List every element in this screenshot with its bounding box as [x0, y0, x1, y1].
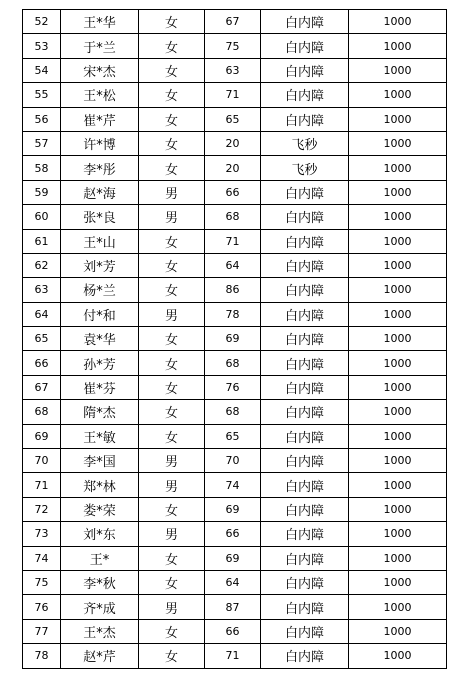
cell-diagnosis: 白内障 [261, 546, 349, 570]
cell-amount: 1000 [349, 570, 447, 594]
table-row [23, 497, 447, 521]
table-row [23, 522, 447, 546]
cell-number: 77 [23, 619, 61, 643]
cell-diagnosis: 白内障 [261, 644, 349, 668]
cell-age: 63 [205, 58, 261, 82]
cell-number: 75 [23, 570, 61, 594]
cell-sex: 女 [139, 570, 205, 594]
table-row [23, 58, 447, 82]
cell-number: 66 [23, 351, 61, 375]
cell-sex: 男 [139, 205, 205, 229]
cell-age: 20 [205, 156, 261, 180]
cell-age: 69 [205, 497, 261, 521]
cell-diagnosis: 白内障 [261, 375, 349, 399]
table-row [23, 546, 447, 570]
cell-age: 20 [205, 131, 261, 155]
table-row [23, 473, 447, 497]
cell-amount: 1000 [349, 449, 447, 473]
cell-diagnosis: 白内障 [261, 327, 349, 351]
cell-name: 王*华 [61, 10, 139, 34]
cell-name: 刘*芳 [61, 253, 139, 277]
cell-diagnosis: 白内障 [261, 229, 349, 253]
cell-age: 86 [205, 278, 261, 302]
data-sheet [22, 9, 447, 669]
table-row [23, 131, 447, 155]
table-row [23, 424, 447, 448]
cell-amount: 1000 [349, 473, 447, 497]
cell-sex: 男 [139, 522, 205, 546]
cell-amount: 1000 [349, 595, 447, 619]
cell-amount: 1000 [349, 522, 447, 546]
cell-age: 71 [205, 229, 261, 253]
cell-age: 70 [205, 449, 261, 473]
cell-amount: 1000 [349, 619, 447, 643]
cell-name: 袁*华 [61, 327, 139, 351]
cell-name: 娄*荣 [61, 497, 139, 521]
cell-age: 66 [205, 619, 261, 643]
table-row [23, 327, 447, 351]
cell-name: 张*良 [61, 205, 139, 229]
table-row [23, 180, 447, 204]
cell-number: 56 [23, 107, 61, 131]
table-row [23, 351, 447, 375]
cell-number: 78 [23, 644, 61, 668]
cell-name: 李*秋 [61, 570, 139, 594]
cell-name: 隋*杰 [61, 400, 139, 424]
cell-name: 杨*兰 [61, 278, 139, 302]
cell-amount: 1000 [349, 180, 447, 204]
cell-name: 李*彤 [61, 156, 139, 180]
cell-name: 李*国 [61, 449, 139, 473]
cell-amount: 1000 [349, 400, 447, 424]
cell-diagnosis: 白内障 [261, 595, 349, 619]
cell-number: 67 [23, 375, 61, 399]
cell-amount: 1000 [349, 278, 447, 302]
cell-number: 55 [23, 83, 61, 107]
cell-sex: 女 [139, 424, 205, 448]
cell-name: 郑*林 [61, 473, 139, 497]
table-row [23, 229, 447, 253]
cell-diagnosis: 白内障 [261, 619, 349, 643]
cell-sex: 男 [139, 449, 205, 473]
cell-number: 74 [23, 546, 61, 570]
cell-sex: 女 [139, 156, 205, 180]
cell-number: 62 [23, 253, 61, 277]
cell-diagnosis: 白内障 [261, 180, 349, 204]
cell-number: 61 [23, 229, 61, 253]
cell-sex: 女 [139, 351, 205, 375]
cell-name: 王*松 [61, 83, 139, 107]
cell-diagnosis: 白内障 [261, 107, 349, 131]
cell-sex: 女 [139, 327, 205, 351]
cell-sex: 女 [139, 10, 205, 34]
cell-amount: 1000 [349, 302, 447, 326]
cell-number: 71 [23, 473, 61, 497]
cell-amount: 1000 [349, 58, 447, 82]
cell-number: 57 [23, 131, 61, 155]
cell-name: 赵*芹 [61, 644, 139, 668]
cell-number: 68 [23, 400, 61, 424]
cell-number: 59 [23, 180, 61, 204]
cell-amount: 1000 [349, 351, 447, 375]
table-row [23, 619, 447, 643]
cell-amount: 1000 [349, 375, 447, 399]
table-row [23, 253, 447, 277]
cell-sex: 女 [139, 229, 205, 253]
cell-name: 王*敏 [61, 424, 139, 448]
cell-diagnosis: 白内障 [261, 302, 349, 326]
cell-age: 64 [205, 570, 261, 594]
cell-sex: 女 [139, 497, 205, 521]
cell-name: 宋*杰 [61, 58, 139, 82]
cell-number: 52 [23, 10, 61, 34]
cell-diagnosis: 白内障 [261, 58, 349, 82]
cell-sex: 女 [139, 34, 205, 58]
cell-number: 63 [23, 278, 61, 302]
cell-name: 刘*东 [61, 522, 139, 546]
cell-number: 60 [23, 205, 61, 229]
cell-age: 67 [205, 10, 261, 34]
cell-age: 76 [205, 375, 261, 399]
cell-sex: 女 [139, 278, 205, 302]
cell-amount: 1000 [349, 131, 447, 155]
cell-sex: 女 [139, 400, 205, 424]
table-row [23, 205, 447, 229]
cell-sex: 女 [139, 644, 205, 668]
cell-sex: 女 [139, 83, 205, 107]
cell-amount: 1000 [349, 327, 447, 351]
table-body [23, 10, 447, 669]
cell-name: 齐*成 [61, 595, 139, 619]
table-row [23, 278, 447, 302]
cell-sex: 男 [139, 180, 205, 204]
cell-name: 崔*芹 [61, 107, 139, 131]
cell-number: 72 [23, 497, 61, 521]
cell-diagnosis: 白内障 [261, 400, 349, 424]
cell-amount: 1000 [349, 497, 447, 521]
table-row [23, 400, 447, 424]
cell-number: 58 [23, 156, 61, 180]
cell-name: 付*和 [61, 302, 139, 326]
table-row [23, 644, 447, 668]
cell-diagnosis: 白内障 [261, 351, 349, 375]
cell-sex: 女 [139, 58, 205, 82]
cell-amount: 1000 [349, 644, 447, 668]
cell-diagnosis: 白内障 [261, 253, 349, 277]
cell-number: 76 [23, 595, 61, 619]
cell-sex: 男 [139, 595, 205, 619]
cell-name: 王*山 [61, 229, 139, 253]
cell-age: 66 [205, 180, 261, 204]
cell-diagnosis: 白内障 [261, 522, 349, 546]
cell-age: 65 [205, 107, 261, 131]
cell-sex: 女 [139, 253, 205, 277]
cell-sex: 女 [139, 619, 205, 643]
cell-number: 65 [23, 327, 61, 351]
patient-table [22, 9, 447, 669]
cell-age: 87 [205, 595, 261, 619]
table-row [23, 10, 447, 34]
cell-age: 64 [205, 253, 261, 277]
cell-diagnosis: 白内障 [261, 278, 349, 302]
table-row [23, 83, 447, 107]
cell-sex: 女 [139, 131, 205, 155]
cell-name: 王*杰 [61, 619, 139, 643]
cell-diagnosis: 白内障 [261, 205, 349, 229]
cell-name: 于*兰 [61, 34, 139, 58]
cell-sex: 女 [139, 546, 205, 570]
cell-name: 赵*海 [61, 180, 139, 204]
cell-number: 54 [23, 58, 61, 82]
cell-amount: 1000 [349, 156, 447, 180]
cell-amount: 1000 [349, 10, 447, 34]
cell-age: 68 [205, 400, 261, 424]
cell-diagnosis: 白内障 [261, 34, 349, 58]
cell-name: 王* [61, 546, 139, 570]
cell-sex: 男 [139, 473, 205, 497]
table-row [23, 302, 447, 326]
cell-name: 崔*芬 [61, 375, 139, 399]
cell-diagnosis: 白内障 [261, 10, 349, 34]
cell-age: 74 [205, 473, 261, 497]
cell-age: 71 [205, 83, 261, 107]
table-row [23, 570, 447, 594]
cell-age: 68 [205, 351, 261, 375]
cell-sex: 男 [139, 302, 205, 326]
table-row [23, 107, 447, 131]
cell-diagnosis: 白内障 [261, 570, 349, 594]
cell-name: 许*博 [61, 131, 139, 155]
cell-age: 69 [205, 546, 261, 570]
cell-diagnosis: 白内障 [261, 449, 349, 473]
cell-amount: 1000 [349, 34, 447, 58]
table-row [23, 449, 447, 473]
cell-sex: 女 [139, 375, 205, 399]
cell-number: 53 [23, 34, 61, 58]
table-row [23, 595, 447, 619]
cell-name: 孙*芳 [61, 351, 139, 375]
cell-number: 73 [23, 522, 61, 546]
table-row [23, 34, 447, 58]
cell-age: 68 [205, 205, 261, 229]
cell-diagnosis: 飞秒 [261, 156, 349, 180]
cell-age: 71 [205, 644, 261, 668]
cell-amount: 1000 [349, 253, 447, 277]
cell-diagnosis: 白内障 [261, 473, 349, 497]
table-row [23, 375, 447, 399]
cell-number: 64 [23, 302, 61, 326]
cell-amount: 1000 [349, 229, 447, 253]
cell-age: 78 [205, 302, 261, 326]
cell-sex: 女 [139, 107, 205, 131]
cell-amount: 1000 [349, 546, 447, 570]
cell-age: 69 [205, 327, 261, 351]
cell-amount: 1000 [349, 424, 447, 448]
cell-amount: 1000 [349, 83, 447, 107]
cell-number: 69 [23, 424, 61, 448]
cell-diagnosis: 白内障 [261, 424, 349, 448]
cell-age: 66 [205, 522, 261, 546]
cell-age: 65 [205, 424, 261, 448]
cell-diagnosis: 白内障 [261, 497, 349, 521]
cell-diagnosis: 白内障 [261, 83, 349, 107]
cell-amount: 1000 [349, 205, 447, 229]
cell-amount: 1000 [349, 107, 447, 131]
cell-number: 70 [23, 449, 61, 473]
cell-diagnosis: 飞秒 [261, 131, 349, 155]
cell-age: 75 [205, 34, 261, 58]
table-row [23, 156, 447, 180]
